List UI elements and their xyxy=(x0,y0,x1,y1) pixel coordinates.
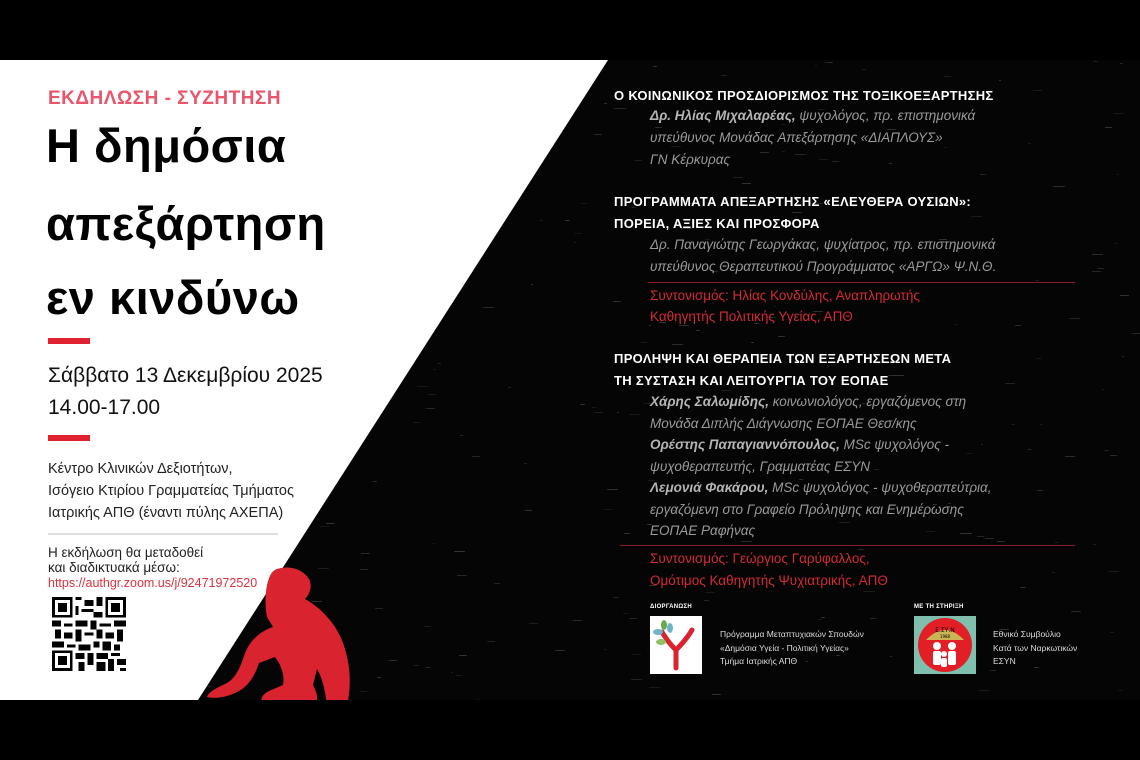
session-3-speaker-3: Λεμονιά Φακάρου, MSc ψυχολόγος - ψυχοθεραπεύτρια, xyxy=(650,480,992,495)
red-separator-1 xyxy=(648,282,1075,283)
session-3-coordinator-line-2: Ομότιμος Καθηγητής Ψυχιατρικής, ΑΠΘ xyxy=(650,573,888,588)
stream-line-2: και διαδικτυακά μέσω: xyxy=(48,560,180,575)
session-1-title: Ο ΚΟΙΝΩΝΙΚΟΣ ΠΡΟΣΔΙΟΡΙΣΜΟΣ ΤΗΣ ΤΟΞΙΚΟΕΞΑΡΤΗΣΗΣ xyxy=(614,88,994,103)
title-line-2: απεξάρτηση xyxy=(46,197,326,250)
event-time: 14.00-17.00 xyxy=(48,396,161,419)
svg-text:Ε.ΣΥ.Ν: Ε.ΣΥ.Ν xyxy=(935,627,955,634)
support-label: ΜΕ ΤΗ ΣΤΗΡΙΞΗ xyxy=(914,604,964,610)
svg-text:1988: 1988 xyxy=(939,634,951,639)
event-type-label: ΕΚΔΗΛΩΣΗ - ΣΥΖΗΤΗΣΗ xyxy=(48,88,282,109)
red-divider-1 xyxy=(48,338,90,344)
session-3-speaker-3-line-2: εργαζόμενη στο Γραφείο Πρόληψης και Ενημέρωσης xyxy=(650,502,964,517)
title-line-1: Η δημόσια xyxy=(46,119,287,172)
session-3-speaker-2: Ορέστης Παπαγιαννόπουλος, MSc ψυχολόγος - xyxy=(650,437,950,452)
stream-line-1: Η εκδήλωση θα μεταδοθεί xyxy=(48,545,204,560)
event-poster xyxy=(0,60,1140,700)
session-2-title-line-1: ΠΡΟΓΡΑΜΜΑΤΑ ΑΠΕΞΑΡΤΗΣΗΣ «ΕΛΕΥΘΕΡΑ ΟΥΣΙΩΝ»: xyxy=(614,194,972,209)
speaker-name: Ορέστης Παπαγιαννόπουλος, xyxy=(650,437,840,452)
session-3-speaker-1: Χάρης Σαλωμίδης, κοινωνιολόγος, εργαζόμενος στη xyxy=(650,394,967,409)
session-3-speaker-1-line-2: Μονάδα Διπλής Διάγνωσης ΕΟΠΑΕ Θεσ/κης xyxy=(650,416,917,431)
speaker-name: Χάρης Σαλωμίδης, xyxy=(650,394,769,409)
qr-code-icon[interactable] xyxy=(52,597,126,671)
speaker-name: Λεμονιά Φακάρου, xyxy=(650,480,769,495)
organizer-logo-icon xyxy=(650,616,702,674)
organizer-label: ΔΙΟΡΓΑΝΩΣΗ xyxy=(650,604,693,610)
session-2-title-line-2: ΠΟΡΕΙΑ, ΑΞΙΕΣ ΚΑΙ ΠΡΟΣΦΟΡΑ xyxy=(614,216,820,231)
red-divider-2 xyxy=(48,435,90,441)
session-3-title-line-2: ΤΗ ΣΥΣΤΑΣΗ ΚΑΙ ΛΕΙΤΟΥΡΓΙΑ ΤΟΥ ΕΟΠΑΕ xyxy=(614,373,889,388)
title-line-3: εν κινδύνω xyxy=(46,271,300,324)
support-text: Εθνικό Συμβούλιο Κατά των Ναρκωτικών ΕΣΥΝ xyxy=(993,629,1078,666)
speaker-name: Δρ. Ηλίας Μιχαλαρέας, xyxy=(650,108,796,123)
session-1-speaker-1: Δρ. Ηλίας Μιχαλαρέας, ψυχολόγος, πρ. επιστημονικά xyxy=(650,108,976,123)
session-1-speaker-1-line-2: υπεύθυνος Μονάδας Απεξάρτησης «ΔΙΑΠΛΟΥΣ» xyxy=(650,130,943,145)
sitting-person-silhouette-icon xyxy=(205,565,355,700)
session-2-speaker-1-line-2: υπεύθυνος Θεραπευτικού Προγράμματος «ΑΡΓΩ» Ψ.Ν.Θ. xyxy=(650,259,997,274)
venue-line-2: Ισόγειο Κτιρίου Γραμματείας Τμήματος xyxy=(48,483,294,499)
session-2-speaker-1: Δρ. Παναγιώτης Γεωργάκας, ψυχίατρος, πρ. επιστημονικά xyxy=(650,237,996,252)
session-2-coordinator-line-2: Καθηγητής Πολιτικής Υγείας, ΑΠΘ xyxy=(650,309,853,324)
zoom-link[interactable]: https://authgr.zoom.us/j/92471972520 xyxy=(48,576,258,590)
event-date: Σάββατο 13 Δεκεμβρίου 2025 xyxy=(48,364,323,387)
esyn-logo-icon xyxy=(914,616,976,674)
gray-divider xyxy=(48,533,278,535)
session-1-speaker-1-line-3: ΓΝ Κέρκυρας xyxy=(650,152,731,167)
session-3-coordinator-line-1: Συντονισμός: Γεώργιος Γαρύφαλλος, xyxy=(650,551,870,566)
session-3-title-line-1: ΠΡΟΛΗΨΗ ΚΑΙ ΘΕΡΑΠΕΙΑ ΤΩΝ ΕΞΑΡΤΗΣΕΩΝ ΜΕΤΑ xyxy=(614,351,952,366)
venue-line-1: Κέντρο Κλινικών Δεξιοτήτων, xyxy=(48,461,233,477)
session-3-speaker-3-line-3: ΕΟΠΑΕ Ραφήνας xyxy=(650,523,756,538)
venue-line-3: Ιατρικής ΑΠΘ (έναντι πύλης ΑΧΕΠΑ) xyxy=(48,505,284,521)
red-separator-2 xyxy=(620,545,1075,546)
session-3-speaker-2-line-2: ψυχοθεραπευτής, Γραμματέας ΕΣΥΝ xyxy=(650,459,871,474)
organizer-text: Πρόγραμμα Μεταπτυχιακών Σπουδών «Δημόσια Υγεία - Πολιτική Υγείας» Τμήμα Ιατρικής ΑΠΘ xyxy=(720,629,864,666)
session-2-coordinator-line-1: Συντονισμός: Ηλίας Κονδύλης, Αναπληρωτής xyxy=(650,288,920,303)
